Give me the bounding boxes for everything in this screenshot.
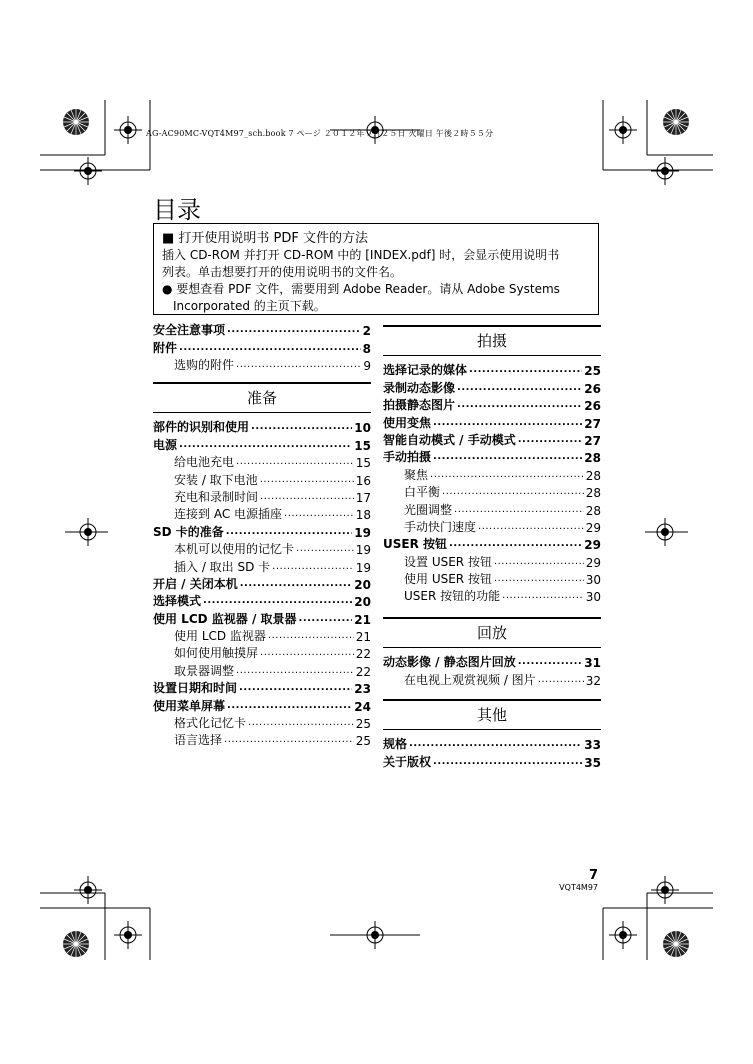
pdf-box-heading: ■ 打开使用说明书 PDF 文件的方法 <box>162 231 369 246</box>
toc-entry-title: 语言选择 <box>174 733 223 748</box>
toc-entry-page: 29 <box>584 538 601 553</box>
toc-leader-dots <box>251 422 352 432</box>
toc-leader-dots <box>284 509 354 519</box>
toc-entry-title: 使用变焦 <box>383 415 432 430</box>
toc-entry-title: 聚焦 <box>404 467 429 482</box>
toc-leader-dots <box>240 579 353 589</box>
toc-leader-dots <box>236 360 361 370</box>
toc-entry-page: 22 <box>355 664 371 679</box>
toc-entry-title: 充电和录制时间 <box>174 489 259 504</box>
pdf-box-text-line: 插入 CD-ROM 并打开 CD-ROM 中的 [INDEX.pdf] 时，会显示使用说明书 <box>162 248 560 262</box>
toc-entry-page: 18 <box>355 508 371 523</box>
toc-entry[interactable] <box>383 752 601 769</box>
toc-entry[interactable] <box>383 413 601 430</box>
toc-entry[interactable] <box>383 518 601 535</box>
toc-entry-title: 使用菜单屏幕 <box>153 698 226 713</box>
toc-entry-title: 关于版权 <box>383 754 432 769</box>
pdf-box-text-line: ● 要想查看 PDF 文件，需要用到 Adobe Reader。请从 Adobe Systems <box>162 282 560 296</box>
toc-entry-page: 28 <box>585 486 601 501</box>
toc-entry[interactable] <box>153 609 371 626</box>
toc-entry[interactable] <box>153 557 371 574</box>
toc-entry-page: 24 <box>354 699 371 714</box>
toc-entry-page: 9 <box>363 359 371 374</box>
toc-entry[interactable] <box>383 570 601 587</box>
toc-entry-title: SD 卡的准备 <box>153 524 224 539</box>
toc-entry-title: 连接到 AC 电源插座 <box>174 507 283 522</box>
toc-entry-page: 10 <box>354 421 371 436</box>
toc-entry[interactable] <box>153 488 371 505</box>
page-number: 7 <box>588 868 598 883</box>
toc-entry-page: 17 <box>355 490 371 505</box>
toc-leader-dots <box>442 487 584 497</box>
toc-entry[interactable] <box>153 644 371 661</box>
toc-entry[interactable] <box>383 535 601 552</box>
toc-entry[interactable] <box>153 696 371 713</box>
toc-entry-title: 取景器调整 <box>174 663 235 678</box>
pdf-info-box <box>153 223 599 315</box>
toc-right-other <box>383 735 601 770</box>
toc-entry-title: 设置日期和时间 <box>153 681 238 696</box>
toc-leader-dots <box>454 505 584 515</box>
toc-entry[interactable] <box>383 552 601 569</box>
toc-entry-title: USER 按钮的功能 <box>404 589 501 604</box>
toc-leader-dots <box>478 522 584 532</box>
toc-entry-page: 8 <box>362 341 371 356</box>
toc-entry-title: 手动快门速度 <box>404 519 477 534</box>
toc-leader-dots <box>260 492 354 502</box>
toc-leader-dots <box>430 470 584 480</box>
toc-leader-dots <box>236 457 354 467</box>
toc-entry-page: 29 <box>585 520 601 535</box>
toc-entry-page: 28 <box>585 503 601 518</box>
toc-leader-dots <box>494 574 584 584</box>
toc-leader-dots <box>203 596 352 606</box>
toc-leader-dots <box>449 539 582 549</box>
toc-entry[interactable] <box>153 321 371 338</box>
toc-entry-page: 31 <box>584 656 601 671</box>
toc-leader-dots <box>296 544 354 554</box>
toc-entry-page: 30 <box>585 590 601 605</box>
toc-leader-dots <box>538 675 584 685</box>
toc-entry-page: 21 <box>354 612 371 627</box>
toc-entry-title: 使用 LCD 监视器 / 取景器 <box>153 611 297 626</box>
toc-leader-dots <box>179 440 352 450</box>
document-code: VQT4M97 <box>559 883 598 892</box>
toc-entry-page: 23 <box>354 682 371 697</box>
toc-entry[interactable] <box>153 731 371 748</box>
toc-entry[interactable] <box>153 661 371 678</box>
toc-entry-page: 26 <box>584 381 601 396</box>
toc-entry-page: 25 <box>355 717 371 732</box>
toc-leader-dots <box>239 683 352 693</box>
toc-entry-title: 录制动态影像 <box>383 380 456 395</box>
toc-entry-page: 29 <box>585 555 601 570</box>
toc-entry-page: 2 <box>362 324 371 339</box>
toc-entry-title: 使用 USER 按钮 <box>404 572 492 587</box>
toc-entry-title: USER 按钮 <box>383 537 448 552</box>
toc-leader-dots <box>272 562 354 572</box>
toc-entry[interactable] <box>383 378 601 395</box>
toc-left-top <box>153 321 371 373</box>
toc-entry[interactable] <box>153 522 371 539</box>
file-header-line: AG-AC90MC-VQT4M97_sch.book 7 ページ ２０１２年９月２５日 火曜日 午後２時５５分 <box>146 129 494 138</box>
toc-entry[interactable] <box>383 587 601 604</box>
toc-leader-dots <box>299 614 353 624</box>
toc-leader-dots <box>268 631 354 641</box>
toc-leader-dots <box>433 452 582 462</box>
toc-entry[interactable] <box>383 431 601 448</box>
toc-entry-page: 26 <box>584 399 601 414</box>
toc-leader-dots <box>502 591 584 601</box>
section-header-other: 其他 <box>383 699 601 730</box>
toc-right-playback <box>383 653 601 688</box>
toc-entry-page: 27 <box>584 416 601 431</box>
section-header-prep: 准备 <box>153 382 371 413</box>
page-title: 目录 <box>153 196 201 224</box>
toc-entry-title: 安装 / 取下电池 <box>174 472 258 487</box>
toc-entry-title: 安全注意事项 <box>153 323 226 338</box>
toc-entry-page: 19 <box>355 543 371 558</box>
toc-entry-title: 动态影像 / 静态图片回放 <box>383 655 516 670</box>
section-header-recording: 拍摄 <box>383 325 601 356</box>
toc-entry-page: 25 <box>584 364 601 379</box>
toc-entry[interactable] <box>153 540 371 557</box>
pdf-box-text-line: 列表。单击想要打开的使用说明书的文件名。 <box>162 265 403 279</box>
toc-leader-dots <box>227 325 361 335</box>
toc-entry-title: 白平衡 <box>404 485 441 500</box>
toc-leader-dots <box>469 365 582 375</box>
toc-entry-title: 使用 LCD 监视器 <box>174 629 266 644</box>
toc-entry-title: 拍摄静态图片 <box>383 398 456 413</box>
toc-entry-title: 格式化记忆卡 <box>174 716 247 731</box>
toc-entry-page: 16 <box>355 473 371 488</box>
toc-leader-dots <box>224 735 354 745</box>
toc-entry-page: 15 <box>355 456 371 471</box>
toc-leader-dots <box>409 739 582 749</box>
toc-entry[interactable] <box>153 470 371 487</box>
toc-entry-page: 20 <box>354 577 371 592</box>
toc-entry-page: 20 <box>354 595 371 610</box>
toc-entry-page: 27 <box>584 433 601 448</box>
toc-entry-page: 19 <box>355 560 371 575</box>
toc-entry[interactable] <box>383 483 601 500</box>
toc-leader-dots <box>518 435 583 445</box>
toc-leader-dots <box>518 657 583 667</box>
toc-leader-dots <box>457 400 582 410</box>
toc-entry-title: 如何使用触摸屏 <box>174 646 259 661</box>
toc-entry[interactable] <box>383 670 601 687</box>
toc-entry-page: 28 <box>584 451 601 466</box>
toc-entry-title: 在电视上观赏视频 / 图片 <box>404 672 536 687</box>
section-header-playback: 回放 <box>383 617 601 648</box>
toc-entry[interactable] <box>153 418 371 435</box>
toc-entry-page: 19 <box>354 525 371 540</box>
toc-entry-title: 插入 / 取出 SD 卡 <box>174 559 271 574</box>
toc-entry[interactable] <box>383 735 601 752</box>
toc-entry[interactable] <box>153 714 371 731</box>
toc-entry-page: 22 <box>355 647 371 662</box>
toc-entry[interactable] <box>153 575 371 592</box>
toc-leader-dots <box>260 648 354 658</box>
toc-entry-title: 开启 / 关闭本机 <box>153 576 238 591</box>
toc-entry[interactable] <box>153 592 371 609</box>
toc-entry[interactable] <box>383 653 601 670</box>
toc-entry-title: 光圈调整 <box>404 502 453 517</box>
toc-entry[interactable] <box>153 356 371 373</box>
toc-entry-title: 附件 <box>153 340 178 355</box>
toc-entry[interactable] <box>153 453 371 470</box>
toc-entry[interactable] <box>383 448 601 465</box>
toc-entry[interactable] <box>153 627 371 644</box>
toc-entry-page: 21 <box>355 630 371 645</box>
toc-leader-dots <box>260 475 354 485</box>
toc-entry[interactable] <box>383 396 601 413</box>
toc-entry-page: 33 <box>584 738 601 753</box>
toc-entry[interactable] <box>383 465 601 482</box>
toc-entry-title: 智能自动模式 / 手动模式 <box>383 432 516 447</box>
toc-entry[interactable] <box>153 505 371 522</box>
toc-leader-dots <box>248 718 354 728</box>
toc-entry-title: 手动拍摄 <box>383 450 432 465</box>
toc-entry-page: 15 <box>354 438 371 453</box>
toc-entry[interactable] <box>153 338 371 355</box>
toc-entry-page: 25 <box>355 734 371 749</box>
toc-entry-page: 30 <box>585 573 601 588</box>
toc-entry-title: 设置 USER 按钮 <box>404 554 492 569</box>
toc-leader-dots <box>226 527 353 537</box>
toc-entry-title: 电源 <box>153 437 178 452</box>
toc-entry-page: 32 <box>585 673 601 688</box>
toc-entry-title: 选择记录的媒体 <box>383 363 468 378</box>
toc-leader-dots <box>433 418 582 428</box>
toc-left-prep <box>153 418 371 748</box>
toc-entry-title: 规格 <box>383 737 408 752</box>
pdf-box-text-line: Incorporated 的主页下载。 <box>173 299 326 313</box>
toc-leader-dots <box>457 383 582 393</box>
toc-entry-title: 选择模式 <box>153 594 202 609</box>
toc-entry-title: 本机可以使用的记忆卡 <box>174 542 295 557</box>
toc-leader-dots <box>236 666 354 676</box>
toc-leader-dots <box>494 557 584 567</box>
toc-entry[interactable] <box>383 500 601 517</box>
toc-entry-page: 35 <box>584 755 601 770</box>
toc-entry-title: 部件的识别和使用 <box>153 420 250 435</box>
toc-leader-dots <box>179 343 361 353</box>
toc-entry[interactable] <box>153 679 371 696</box>
toc-leader-dots <box>227 701 352 711</box>
toc-leader-dots <box>433 757 582 767</box>
toc-entry[interactable] <box>383 361 601 378</box>
toc-entry[interactable] <box>153 435 371 452</box>
toc-entry-title: 给电池充电 <box>174 455 235 470</box>
toc-entry-title: 选购的附件 <box>174 358 235 373</box>
toc-right-recording <box>383 361 601 604</box>
toc-entry-page: 28 <box>585 468 601 483</box>
